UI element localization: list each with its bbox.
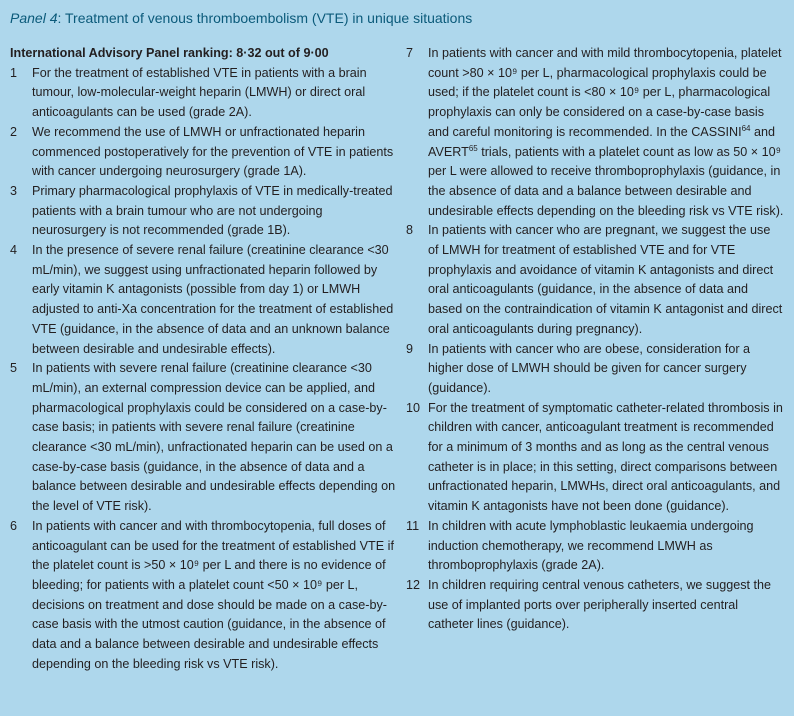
list-item	[10, 64, 396, 123]
item-number: 8	[406, 223, 414, 238]
item-text: In children with acute lymphoblastic leukaemia undergoing induction chemotherapy, we recommend LMWH as thromboprophylaxis (grade 2A).	[428, 518, 754, 573]
panel-label: Panel 4	[10, 10, 58, 26]
list-item	[10, 517, 396, 675]
right-column	[400, 44, 784, 675]
list-item	[10, 359, 396, 517]
item-text: In patients with cancer and with thrombocytopenia, full doses of anticoagulant can be used for the treatment of established VTE if the platelet count is >50 × 10⁹ per L and there is no evidence of bleeding; for patients with a platelet count <50 × 10⁹ per L, decisions on treatment and dose should be made on a case-by-case basis with the utmost caution (guidance, in the absence of data and a balance between desirable and undesirable effects depending on the bleeding risk vs VTE risk).	[32, 518, 394, 671]
panel-title-text: : Treatment of venous thromboembolism (VTE) in unique situations	[57, 10, 473, 26]
item-text: Primary pharmacological prophylaxis of VTE in medically-treated patients with a brain tumour who are not undergoing neurosurgery is not recommended (grade 1B).	[32, 183, 393, 238]
item-number: 5	[10, 361, 18, 376]
item-text: In patients with cancer who are obese, consideration for a higher dose of LMWH should be given for cancer surgery (guidance).	[428, 341, 751, 395]
item-number: 6	[10, 518, 18, 533]
left-column	[10, 44, 400, 675]
item-text: In children requiring central venous catheters, we suggest the use of implanted ports over peripherally inserted central catheter lines (guidance).	[428, 577, 772, 632]
list-item	[10, 182, 396, 241]
item-number: 1	[10, 65, 18, 80]
list-item	[10, 241, 396, 359]
reference-superscript: 64	[741, 123, 751, 133]
item-text: In patients with severe renal failure (creatinine clearance <30 mL/min), an external compression device can be applied, and pharmacological prophylaxis could be considered on a case-by-case basis; in patients with severe renal failure (creatinine clearance <30 mL/min), unfractionated heparin can be used on a case-by-case basis (guidance, in the absence of data and a balance between desirable and undesirable effects depending on the level of VTE risk).	[32, 361, 396, 514]
item-text: In the presence of severe renal failure (creatinine clearance <30 mL/min), we suggest using unfractionated heparin followed by early vitamin K antagonists (possible from day 1) or LMWH adjusted to anti-Xa concentration for the treatment of established VTE (guidance, in the absence of data and an unknown balance between desirable and undesirable effects).	[32, 243, 394, 356]
item-number: 7	[406, 46, 414, 60]
item-number: 3	[10, 183, 18, 198]
list-item	[406, 517, 784, 576]
item-text: In patients with cancer who are pregnant, we suggest the use of LMWH for treatment of established VTE and for VTE prophylaxis and avoidance of vitamin K antagonists and direct oral anticoagulants (guidance, in the absence of data and based on the contraindication of vitamin K antagonist and direct oral anticoagulants during pregnancy).	[428, 223, 783, 336]
list-item	[406, 576, 784, 635]
list-item	[406, 399, 784, 517]
list-item	[10, 123, 396, 182]
list-item	[406, 221, 784, 339]
item-text	[428, 44, 784, 221]
item-text: For the treatment of symptomatic catheter-related thrombosis in children with cancer, anticoagulant treatment is recommended for a minimum of 3 months and as long as the central venous catheter is in place; in this setting, direct comparisons between unfractionated heparin, LMWHs, direct oral anticoagulants, and vitamin K antagonists have not been done (guidance).	[428, 400, 783, 514]
reference-superscript: 65	[468, 143, 478, 153]
panel-ranking: International Advisory Panel ranking: 8·32 out of 9·00	[10, 46, 329, 60]
item-number: 11	[406, 518, 420, 533]
item-text: For the treatment of established VTE in patients with a brain tumour, low-molecular-weight heparin (LMWH) or direct oral anticoagulants can be used (grade 2A).	[32, 65, 367, 120]
item-number: 2	[10, 124, 18, 139]
list-item	[406, 44, 784, 221]
item-number: 10	[406, 400, 421, 415]
item-text: We recommend the use of LMWH or unfractionated heparin commenced postoperatively for the prevention of VTE in patients with cancer undergoing neurosurgery (grade 1A).	[32, 124, 394, 179]
columns	[10, 44, 794, 675]
item-number: 9	[406, 341, 414, 356]
item-number: 4	[10, 243, 18, 258]
panel-title	[10, 8, 794, 28]
item-text-part: and AVERT	[428, 124, 776, 159]
item-text-part: In patients with cancer and with mild thrombocytopenia, platelet count >80 × 10⁹ per L, pharmacological prophylaxis could be used; if the platelet count is <80 × 10⁹ per L, pharmacological prophylaxis can only be considered on a case-by-case basis and careful monitoring is recommended. In the CASSINI	[428, 46, 782, 139]
item-text-part: trials, patients with a platelet count as low as 50 × 10⁹ per L were allowed to receive thromboprophylaxis (guidance, in the absence of data and a balance between desirable and undesirable effects depending on the bleeding risk vs VTE risk).	[428, 144, 784, 218]
item-number: 12	[406, 577, 421, 592]
list-item	[406, 340, 784, 399]
